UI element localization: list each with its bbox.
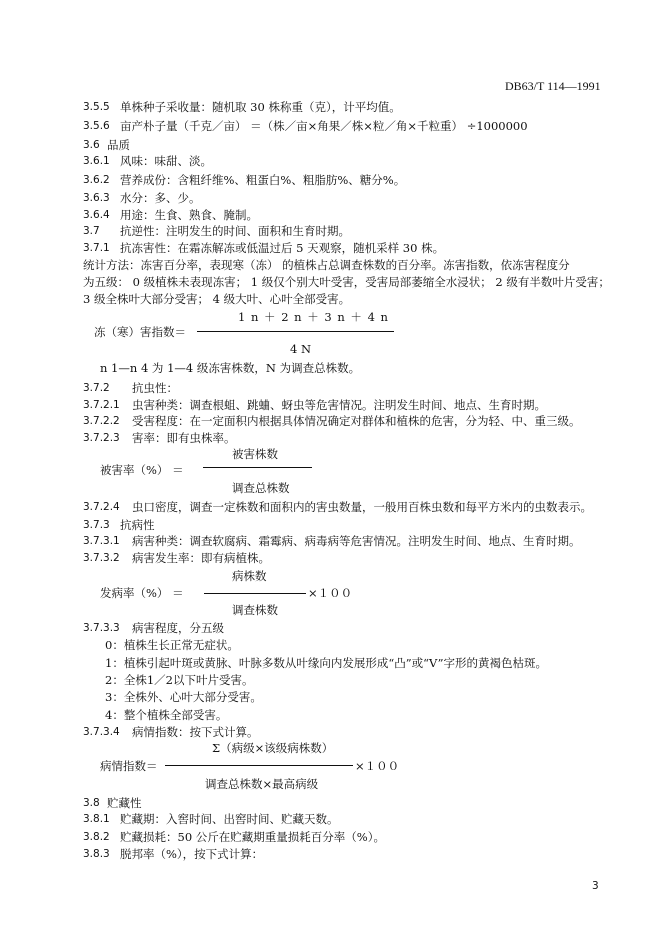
clause-text: 抗冻害性：在霜冻解冻或低温过后 5 天观察，随机采样 30 株。 [120,241,445,255]
clause-text: 病害程度，分五级 [132,621,224,635]
clause-text: 营养成份：含粗纤维%、粗蛋白%、粗脂肪%、糖分%。 [120,173,406,187]
fraction-bar [203,467,312,468]
clause-number: 3.6.2 [83,174,110,186]
clause-number: 3.7.2.3 [83,432,120,444]
clause-text: 受害程度：在一定面积内根据具体情况确定对群体和植株的危害，分为轻、中、重三级。 [132,414,581,428]
formula-label: 病情指数＝ [100,759,158,773]
formula-denominator: 调查总株数 [232,481,290,495]
clause-number: 3.6.4 [83,209,110,221]
formula-numerator: 被害株数 [232,447,278,461]
clause-number: 3.7.2 [83,382,110,394]
clause-number: 3.5.6 [83,120,110,132]
clause-text: 贮藏损耗：50 公斤在贮藏期重量损耗百分率（%）。 [120,830,385,844]
clause-number: 3.6.1 [83,155,110,167]
formula-label: 被害率（%） ＝ [100,463,184,477]
grade-item: 0：植株生长正常无症状。 [105,638,239,652]
paragraph-line: 为五级： 0 级植株未表现冻害； 1 级仅个别大叶受害，受害局部萎缩全水浸状； 2 级有半数叶片受害； [83,275,610,289]
clause-number: 3.7.2.2 [83,415,120,427]
page-number: 3 [592,880,599,892]
clause-text: 贮藏期：入窖时间、出窖时间、贮藏天数。 [120,812,339,826]
clause-text: 病情指数：按下式计算。 [132,725,259,739]
formula-numerator: 1 n ＋ 2 n ＋ 3 n ＋ 4 n [238,310,389,324]
clause-number: 3.7.2.1 [83,399,120,411]
clause-number: 3.8.3 [83,848,110,860]
formula-note: n 1—n 4 为 1—4 级冻害株数，N 为调查总株数。 [100,361,361,375]
fraction-bar [165,765,353,766]
clause-number: 3.7.3.3 [83,622,120,634]
grade-item: 1：植株引起叶斑或黄脉、叶脉多数从叶缘向内发展形成“凸”或“V”字形的黄褐色枯斑。 [105,656,548,670]
clause-text: 风味：味甜、淡。 [120,154,212,168]
section-title: 品质 [107,138,130,152]
formula-multiplier: ×１００ [308,586,353,600]
clause-number: 3.8.2 [83,831,110,843]
fraction-bar [197,331,394,332]
section-text: 抗逆性：注明发生的时间、面积和生育时期。 [120,224,350,238]
formula-label: 发病率（%） ＝ [100,586,184,600]
clause-text: 病害发生率：即有病植株。 [132,551,270,565]
formula-numerator: Σ（病级×该级病株数） [212,741,334,755]
clause-text: 用途：生食、熟食、腌制。 [120,208,258,222]
clause-text: 病害种类：调查软腐病、霜霉病、病毒病等危害情况。注明发生时间、地点、生育时期。 [132,534,581,548]
section-title: 贮藏性 [107,796,142,810]
formula-multiplier: ×１００ [355,759,400,773]
fraction-bar [204,593,306,594]
formula-denominator: 4 N [290,342,312,356]
clause-number: 3.7.3.2 [83,552,120,564]
paragraph-line: 3 级全株叶大部分受害； 4 级大叶、心叶全部受害。 [83,292,351,306]
clause-text: 单株种子采收量：随机取 30 株称重（克），计平均值。 [120,100,401,114]
clause-text: 脱邦率（%），按下式计算： [120,847,264,861]
clause-number: 3.7.2.4 [83,501,120,513]
clause-text: 虫口密度，调查一定株数和面积内的害虫数量，一般用百株虫数和每平方米内的虫数表示。 [132,500,592,514]
clause-title: 抗病性 [120,518,155,532]
document-code: DB63/T 114—1991 [505,79,601,93]
clause-text: 水分：多、少。 [120,191,201,205]
clause-number: 3.7.1 [83,242,110,254]
grade-item: 2：全株1／2以下叶片受害。 [105,673,254,687]
formula-label: 冻（寒）害指数＝ [94,325,186,339]
clause-title: 抗虫性： [132,381,178,395]
section-number: 3.8 [83,797,100,809]
grade-item: 4：整个植株全部受害。 [105,708,228,722]
section-number: 3.6 [83,139,100,151]
clause-number: 3.7.3.1 [83,535,120,547]
formula-denominator: 调查株数 [232,603,278,617]
clause-number: 3.6.3 [83,192,110,204]
clause-number: 3.7.3.4 [83,726,120,738]
grade-item: 3：全株外、心叶大部分受害。 [105,690,262,704]
clause-text: 虫害种类：调查根蛆、跳蛐、蚜虫等危害情况。注明发生时间、地点、生育时期。 [132,398,546,412]
clause-number: 3.7.3 [83,519,110,531]
clause-text: 亩产朴子量（千克／亩） ＝（株／亩×角果／株×粒／角×千粒重） ÷1000000 [120,119,528,133]
clause-number: 3.8.1 [83,813,110,825]
clause-text: 害率：即有虫株率。 [132,431,236,445]
formula-numerator: 病株数 [232,569,267,583]
section-number: 3.7 [83,225,100,237]
paragraph-line: 统计方法：冻害百分率，表现寒（冻） 的植株占总调查株数的百分率。冻害指数，依冻害程度分 [83,258,570,272]
clause-number: 3.5.5 [83,101,110,113]
formula-denominator: 调查总株数×最高病级 [205,777,319,791]
